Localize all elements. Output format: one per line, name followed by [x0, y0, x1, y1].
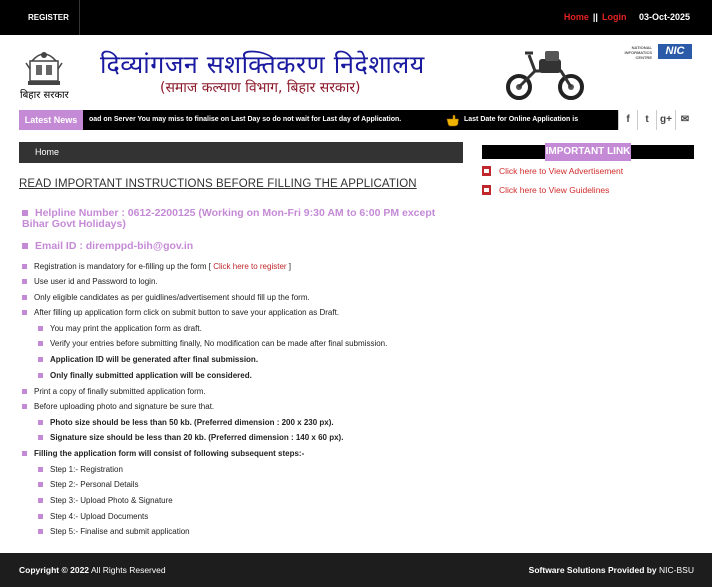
bullet-icon: [22, 264, 27, 269]
list-item: [22, 262, 291, 271]
sub-list-item: [38, 339, 387, 348]
step-item: [38, 496, 173, 505]
pdf-icon: [482, 185, 491, 195]
bullet-icon: [38, 482, 43, 487]
bullet-icon: [38, 529, 43, 534]
provider-link[interactable]: NIC-BSU: [659, 565, 694, 575]
bullet-icon: [22, 451, 27, 456]
guidelines-link-text[interactable]: Click here to View Guidelines: [499, 184, 610, 195]
list-item-text: Signature size should be less than 20 kb. (Preferred dimension : 140 x 60 px).: [50, 433, 344, 442]
step-item: [38, 527, 190, 536]
bullet-icon: [22, 310, 27, 315]
bullet-icon: [38, 435, 43, 440]
sub-list-item: [38, 324, 202, 333]
copyright-year: Copyright © 2022: [19, 565, 90, 575]
sub-list-item: [38, 433, 343, 442]
list-item-text: After filling up application form click on submit button to save your application as Draft.: [34, 308, 340, 317]
pointing-hand-icon: [446, 113, 460, 127]
bullet-icon: [22, 404, 27, 409]
separator: ||: [592, 12, 598, 22]
bullet-icon: [22, 243, 28, 249]
advertisement-link[interactable]: [482, 165, 623, 176]
site-title: दिव्यांगजन सशक्तिकरण निदेशालय: [100, 50, 425, 79]
facebook-icon[interactable]: f: [618, 110, 637, 130]
advertisement-link-text[interactable]: Click here to View Advertisement: [499, 165, 624, 176]
list-item-text: Print a copy of finally submitted application form.: [34, 387, 206, 396]
helpline-text: Helpline Number : 0612-2200125 (Working on Mon-Fri 9:30 AM to 6:00 PM except Bihar Govt Holidays): [22, 207, 436, 230]
list-item-text: Use user id and Password to login.: [34, 277, 158, 286]
registration-suffix: ]: [288, 262, 292, 271]
list-item-text: Application ID will be generated after final submission.: [50, 355, 259, 364]
step-text: Step 2:- Personal Details: [50, 480, 139, 489]
bullet-icon: [38, 341, 43, 346]
bullet-icon: [22, 295, 27, 300]
email-info: [22, 240, 193, 252]
list-item: [22, 293, 310, 302]
home-link[interactable]: Home: [563, 12, 589, 22]
list-item: [22, 277, 158, 286]
guidelines-link[interactable]: [482, 184, 609, 195]
list-item: [22, 308, 339, 317]
google-plus-icon[interactable]: g+: [656, 110, 675, 130]
list-item-text: Photo size should be less than 50 kb. (Preferred dimension : 200 x 230 px).: [50, 418, 334, 427]
sub-list-item: [38, 418, 334, 427]
step-text: Step 5:- Finalise and submit application: [50, 527, 190, 536]
social-buttons: [618, 110, 694, 130]
step-text: Step 4:- Upload Documents: [50, 512, 149, 521]
news-label: Latest News: [19, 110, 83, 130]
important-links-title: IMPORTANT LINK: [545, 143, 631, 161]
bullet-icon: [22, 389, 27, 394]
nic-small-text: NATIONAL INFORMATICS CENTRE: [624, 45, 652, 60]
list-item-text: Only eligible candidates as per guidlines/advertisement should fill up the form.: [34, 293, 310, 302]
bihar-emblem-icon: [24, 43, 64, 93]
bullet-icon: [38, 498, 43, 503]
sub-list-item: [38, 355, 258, 364]
bullet-icon: [38, 467, 43, 472]
copyright: [19, 553, 166, 587]
copyright-text: All Rights Reserved: [90, 565, 166, 575]
top-links: [564, 0, 690, 35]
breadcrumb: [19, 142, 463, 163]
instructions-heading: READ IMPORTANT INSTRUCTIONS BEFORE FILLING THE APPLICATION: [19, 178, 417, 190]
step-text: Step 3:- Upload Photo & Signature: [50, 496, 173, 505]
register-link[interactable]: REGISTER: [18, 0, 80, 35]
site-header: [0, 35, 712, 110]
bullet-icon: [38, 420, 43, 425]
tricycle-image: [505, 45, 587, 103]
sub-list-item: [38, 371, 252, 380]
bullet-icon: [38, 357, 43, 362]
twitter-icon[interactable]: t: [637, 110, 656, 130]
login-link[interactable]: Login: [601, 12, 627, 22]
top-bar: [0, 0, 712, 35]
solutions-credit: [529, 553, 694, 587]
email-text: Email ID : diremppd-bih@gov.in: [35, 240, 194, 252]
step-text: Step 1:- Registration: [50, 465, 123, 474]
bullet-icon: [38, 373, 43, 378]
step-item: [38, 512, 148, 521]
list-item-text: Before uploading photo and signature be sure that.: [34, 402, 215, 411]
site-subtitle: (समाज कल्याण विभाग, बिहार सरकार): [160, 80, 361, 96]
registration-text: Registration is mandatory for e-filling up the form [: [34, 262, 211, 271]
list-item: [22, 387, 206, 396]
list-item-text: Verify your entries before submitting finally, No modification can be made after final submission.: [50, 339, 388, 348]
news-text-2[interactable]: Last Date for Online Application is: [464, 116, 579, 123]
list-item-text: You may print the application form as draft.: [50, 324, 202, 333]
step-item: [38, 465, 123, 474]
site-footer: [0, 553, 712, 587]
step-item: [38, 480, 139, 489]
bullet-icon: [38, 326, 43, 331]
register-here-link[interactable]: Click here to register: [213, 262, 287, 271]
breadcrumb-home[interactable]: Home: [35, 147, 60, 157]
news-ticker: [19, 110, 694, 130]
mail-icon[interactable]: ✉: [675, 110, 694, 130]
bullet-icon: [38, 514, 43, 519]
list-item-text: Only finally submitted application will be considered.: [50, 371, 252, 380]
helpline-info: [22, 208, 442, 230]
list-item: [22, 402, 214, 411]
list-item: [22, 449, 304, 458]
pdf-icon: [482, 166, 491, 176]
bullet-icon: [22, 279, 27, 284]
list-item-text: Filling the application form will consist of following subsequent steps:-: [34, 449, 305, 458]
solutions-text: Software Solutions Provided by: [528, 565, 657, 575]
nic-logo-text: NIC: [658, 44, 692, 59]
current-date: 03-Oct-2025: [638, 12, 690, 22]
news-text[interactable]: oad on Server You may miss to finalise on Last Day so do not wait for Last day of Application.: [89, 116, 402, 123]
emblem-label: बिहार सरकार: [20, 90, 69, 101]
bullet-icon: [22, 210, 28, 216]
